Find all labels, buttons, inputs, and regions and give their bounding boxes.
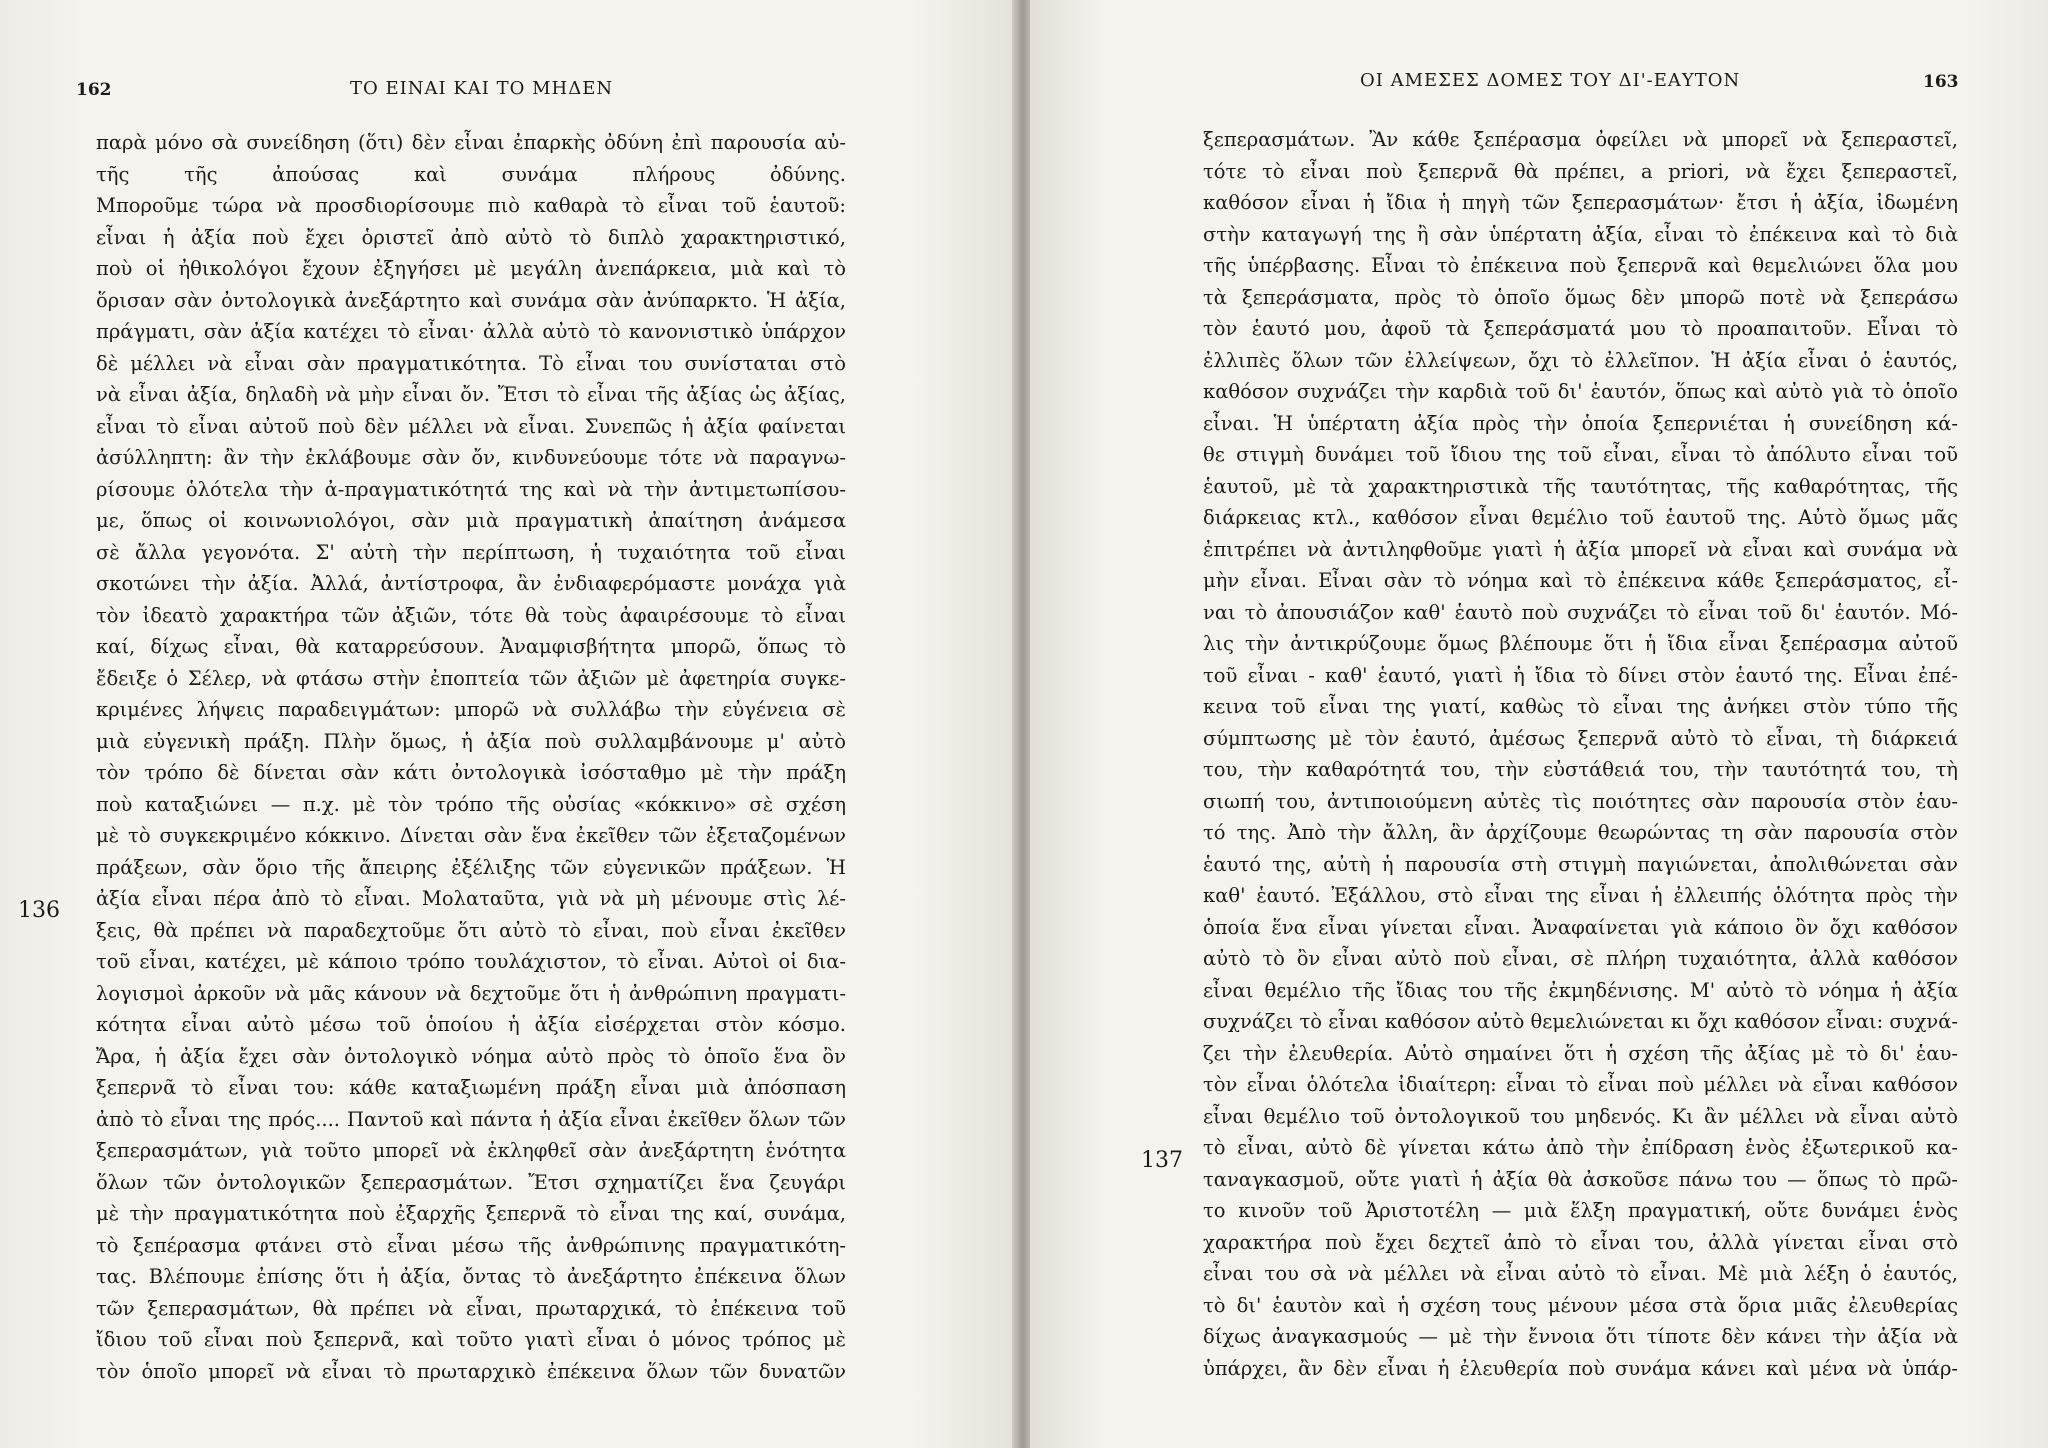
text-line: σὲ ἄλλα γεγονότα. Σ' αὐτὴ τὴν περίπτωση, ἡ τυχαιότητα τοῦ εἶναι: [96, 540, 846, 564]
margin-number: 136: [18, 898, 60, 923]
text-line: ποὺ καταξιώνει — π.χ. μὲ τὸν τρόπο τῆς οὐσίας «κόκκινο» σὲ σχέση: [96, 792, 846, 816]
text-line: μιὰ εὐγενικὴ πράξη. Πλὴν ὅμως, ἡ ἀξία ποὺ συλλαμβάνουμε μ' αὐτὸ: [96, 729, 846, 753]
text-line: καθόσον συχνάζει τὴν καρδιὰ τοῦ δι' ἑαυτόν, ὅπως καὶ αὐτὸ γιὰ τὸ ὁποῖο: [1203, 380, 1958, 403]
text-line: ὁποία ἕνα εἶναι γίνεται εἶναι. Ἀναφαίνεται γιὰ κάποιο ὂν ὄχι καθόσον: [1203, 915, 1958, 939]
text-line: ἑαυτοῦ, μὲ τὰ χαρακτηριστικὰ τῆς ταυτότητας, τῆς καθαρότητας, τῆς: [1203, 474, 1958, 498]
text-line: δὲ μέλλει νὰ εἶναι σὰν πραγματικότητα. Τὸ εἶναι του συνίσταται στὸ: [96, 351, 846, 375]
text-line: πράγματι, σὰν ἀξία κατέχει τὸ εἶναι· ἀλλὰ αὐτὸ τὸ κανονιστικὸ ὑπάρχον: [96, 320, 846, 343]
text-line: τὸ δι' ἑαυτὸν καὶ ἡ σχέση τους μένουν μέσα στὰ ὅρια μιᾶς ἐλευθερίας: [1203, 1293, 1958, 1317]
text-line: τὸν ὁποῖο μπορεῖ νὰ εἶναι τὸ πρωταρχικὸ ἐπέκεινα ὅλων τῶν δυνατῶν: [96, 1359, 846, 1383]
text-line: τὸν ἑαυτό μου, ἀφοῦ τὰ ξεπεράσματά μου τὸ προαπαιτοῦν. Εἶναι τὸ: [1203, 317, 1958, 340]
text-line: ὑπάρχει, ἂν δὲν εἶναι ἡ ἐλευθερία ποὺ συνάμα κάνει καὶ μένα νὰ ὑπάρ-: [1203, 1356, 1958, 1380]
margin-number: 137: [1141, 1148, 1183, 1173]
text-line: στὴν καταγωγή της ἢ σὰν ὑπέρτατη ἀξία, εἶναι τὸ ἐπέκεινα καὶ τὸ διὰ: [1203, 222, 1958, 246]
text-line: σιωπή του, ἀντιποιούμενη αὐτὲς τὶς ποιότητες σὰν παρουσία στὸν ἑαυ-: [1203, 789, 1958, 813]
text-line: τό της. Ἀπὸ τὴν ἄλλη, ἂν ἀρχίζουμε θεωρώντας τη σὰν παρουσία στὸν: [1203, 821, 1958, 844]
text-line: ζει τὴν ἐλευθερία. Αὐτὸ σημαίνει ὅτι ἡ σχέση τῆς ἀξίας μὲ τὸ δι' ἑαυ-: [1203, 1041, 1958, 1065]
text-line: τας. Βλέπουμε ἐπίσης ὅτι ἡ ἀξία, ὄντας τὸ ἀνεξάρτητο ἐπέκεινα ὅλων: [96, 1265, 846, 1288]
text-line: εἶναι θεμέλιο τῆς ἴδιας του τῆς ἐκμηδένισης. Μ' αὐτὸ τὸ νόημα ἡ ἀξία: [1203, 978, 1958, 1002]
text-line: κεινα τοῦ εἶναι της γιατί, καθὼς τὸ εἶναι της ἀνήκει στὸν τύπο τῆς: [1203, 695, 1958, 718]
text-line: τὸν τρόπο δὲ δίνεται σὰν κάτι ὀντολογικὰ ἰσόσταθμο μὲ τὴν πράξη: [96, 761, 846, 784]
text-line: ἔδειξε ὁ Σέλερ, νὰ φτάσω στὴν ἐποπτεία τῶν ἀξιῶν μὲ ἀφετηρία συγκε-: [96, 666, 846, 690]
text-line: ξεις, θὰ πρέπει νὰ παραδεχτοῦμε ὅτι αὐτὸ τὸ εἶναι, ποὺ εἶναι ἐκεῖθεν: [96, 918, 846, 942]
text-line: εἶναι του σὰ νὰ μέλλει νὰ εἶναι αὐτὸ τὸ εἶναι. Μὲ μιὰ λέξη ὁ ἑαυτός,: [1203, 1262, 1958, 1285]
text-line: τότε τὸ εἶναι ποὺ ξεπερνᾶ θὰ πρέπει, a priori, νὰ ἔχει ξεπεραστεῖ,: [1203, 159, 1958, 183]
text-line: δίχως ἀναγκασμούς — μὲ τὴν ἔννοια ὅτι τίποτε δὲν κάνει τὴν ἀξία νὰ: [1203, 1325, 1958, 1348]
text-line: τοῦ εἶναι, κατέχει, μὲ κάποιο τρόπο τουλάχιστον, τὸ εἶναι. Αὐτοὶ οἱ δια-: [96, 950, 846, 973]
text-line: του, τὴν καθαρότητά του, τὴν εὐστάθειά του, τὴν ταυτότητά του, τὴ: [1203, 758, 1958, 781]
text-line: τὸν εἶναι ὁλότελα ἰδιαίτερη: εἶναι τὸ εἶναι ποὺ μέλλει νὰ εἶναι καθόσον: [1203, 1073, 1958, 1096]
text-line: μὲ τὴν πραγματικότητα ποὺ ἐξαρχῆς ξεπερνᾶ τὸ εἶναι της καί, συνάμα,: [96, 1202, 846, 1225]
text-line: τὸν ἰδεατὸ χαρακτήρα τῶν ἀξιῶν, τότε θὰ τοὺς ἀφαιρέσουμε τὸ εἶναι: [96, 603, 846, 627]
text-line: θε στιγμὴ δυνάμει τοῦ ἴδιου της τοῦ εἶναι, εἶναι τὸ ἀπόλυτο εἶναι τοῦ: [1203, 443, 1958, 466]
text-line: σύμπτωσης μὲ τὸν ἑαυτό, ἀμέσως ξεπερνᾶ αὐτὸ τὸ εἶναι, τὴ διάρκειά: [1203, 726, 1958, 750]
text-line: μὴν εἶναι. Εἶναι σὰν τὸ νόημα καὶ τὸ ἐπέκεινα κάθε ξεπεράσματος, εἶ-: [1203, 569, 1958, 592]
text-line: τῆς ὑπέρβασης. Εἶναι τὸ ἐπέκεινα ποὺ ξεπερνᾶ καὶ θεμελιώνει ὅλα μου: [1203, 254, 1958, 277]
text-line: νὰ εἶναι ἀξία, δηλαδὴ νὰ μὴν εἶναι ὄν. Ἔτσι τὸ εἶναι τῆς ἀξίας ὡς ἀξίας,: [96, 383, 846, 406]
text-line: διάρκειας κτλ., καθόσον εἶναι θεμέλιο τοῦ ἑαυτοῦ της. Αὐτὸ ὅμως μᾶς: [1203, 506, 1958, 529]
text-line: συχνάζει τὸ εἶναι καθόσον αὐτὸ θεμελιώνεται κι ὄχι καθόσον εἶναι: συχνά-: [1203, 1010, 1958, 1033]
page-number: 162: [76, 80, 112, 100]
text-line: Μποροῦμε τώρα νὰ προσδιορίσουμε πιὸ καθαρὰ τὸ εἶναι τοῦ ἑαυτοῦ:: [96, 194, 846, 217]
text-line: τῆς τῆς ἀπούσας καὶ συνάμα πλήρους ὀδύνης.: [96, 162, 846, 186]
text-line: εἶναι θεμέλιο τοῦ ὀντολογικοῦ του μηδενός. Κι ἂν μέλλει νὰ εἶναι αὐτὸ: [1203, 1104, 1958, 1128]
text-line: χαρακτήρα ποὺ ἔχει δεχτεῖ ἀπὸ τὸ εἶναι του, ἀλλὰ γίνεται εἶναι στὸ: [1203, 1230, 1958, 1254]
body-text: [96, 127, 846, 1387]
text-line: ξεπερασμάτων, γιὰ τοῦτο μπορεῖ νὰ ἐκληφθεῖ σὰν ἀνεξάρτητη ἑνότητα: [96, 1139, 846, 1162]
text-line: εἶναι ἡ ἀξία ποὺ ἔχει ὁριστεῖ ἀπὸ αὐτὸ τὸ διπλὸ χαρακτηριστικό,: [96, 225, 846, 249]
text-line: με, ὅπως οἱ κοινωνιολόγοι, σὰν μιὰ πραγματικὴ ἀπαίτηση ἀνάμεσα: [96, 509, 846, 532]
left-page: [0, 0, 1018, 1448]
text-line: κότητα εἶναι αὐτὸ μέσω τοῦ ὁποίου ἡ ἀξία εἰσέρχεται στὸν κόσμο.: [96, 1013, 846, 1036]
text-line: πράξεων, σὰν ὅριο τῆς ἄπειρης ἐξέλιξης τῶν εὐγενικῶν πράξεων. Ἡ: [96, 855, 846, 879]
text-line: ἐπιτρέπει νὰ ἀντιληφθοῦμε γιατὶ ἡ ἀξία μπορεῖ νὰ εἶναι καὶ συνάμα νὰ: [1203, 537, 1958, 561]
right-page: [1030, 0, 2048, 1448]
running-title: ΤΟ ΕΙΝΑΙ ΚΑΙ ΤΟ ΜΗΔΕΝ: [350, 78, 614, 99]
text-line: τὰ ξεπεράσματα, πρὸς τὸ ὁποῖο ὅμως δὲν μπορῶ ποτὲ νὰ ξεπεράσω: [1203, 285, 1958, 309]
text-line: ξεπερασμάτων. Ἂν κάθε ξεπέρασμα ὀφείλει νὰ μπορεῖ νὰ ξεπεραστεῖ,: [1203, 128, 1958, 151]
text-line: αὐτὸ τὸ ὂν εἶναι αὐτὸ ποὺ εἶναι, σὲ πλήρη τυχαιότητα, ἀλλὰ καθόσον: [1203, 947, 1958, 970]
text-line: καθόσον εἶναι ἡ ἴδια ἡ πηγὴ τῶν ξεπερασμάτων· ἔτσι ἡ ἀξία, ἰδωμένη: [1203, 191, 1958, 214]
text-line: ὅρισαν σὰν ὀντολογικὰ ἀνεξάρτητο καὶ συνάμα σὰν ἀνύπαρκτο. Ἡ ἀξία,: [96, 288, 846, 312]
text-line: μὲ τὸ συγκεκριμένο κόκκινο. Δίνεται σὰν ἕνα ἐκεῖθεν τῶν ἐξεταζομένων: [96, 824, 846, 847]
text-line: εἶναι. Ἡ ὑπέρτατη ἀξία πρὸς τὴν ὁποία ξεπερνιέται ἡ συνείδηση κά-: [1203, 411, 1958, 435]
text-line: ξεπερνᾶ τὸ εἶναι του: κάθε καταξιωμένη πράξη εἶναι μιὰ ἀπόσπαση: [96, 1076, 846, 1099]
text-line: ὅλων τῶν ὀντολογικῶν ξεπερασμάτων. Ἔτσι σχηματίζει ἕνα ζευγάρι: [96, 1170, 846, 1194]
text-line: το κινοῦν τοῦ Ἀριστοτέλη — μιὰ ἕλξη πραγματική, οὔτε δυνάμει ἑνὸς: [1203, 1199, 1958, 1222]
text-line: ναι τὸ ἀπουσιάζον καθ' ἑαυτὸ ποὺ συχνάζει τὸ εἶναι τοῦ δι' ἑαυτόν. Μό-: [1203, 600, 1958, 624]
text-line: τὸ εἶναι, αὐτὸ δὲ γίνεται κάτω ἀπὸ τὴν ἐπίδραση ἑνὸς ἐξωτερικοῦ κα-: [1203, 1136, 1958, 1159]
text-line: ἑαυτό της, αὐτὴ ἡ παρουσία στὴ στιγμὴ παγιώνεται, ἀπολιθώνεται σὰν: [1203, 852, 1958, 876]
text-line: Ἄρα, ἡ ἀξία ἔχει σὰν ὀντολογικὸ νόημα αὐτὸ πρὸς τὸ ὁποῖο ἕνα ὂν: [96, 1044, 846, 1068]
text-line: τοῦ εἶναι - καθ' ἑαυτό, γιατὶ ἡ ἴδια τὸ δίνει στὸν ἑαυτό της. Εἶναι ἐπέ-: [1203, 663, 1958, 687]
text-line: εἶναι τὸ εἶναι αὐτοῦ ποὺ δὲν μέλλει νὰ εἶναι. Συνεπῶς ἡ ἀξία φαίνεται: [96, 414, 846, 438]
text-line: λις τὴν ἀντικρύζουμε ὅμως βλέπουμε ὅτι ἡ ἴδια εἶναι ξεπέρασμα αὐτοῦ: [1203, 632, 1958, 655]
text-line: ποὺ οἱ ἠθικολόγοι ἔχουν ἐξηγήσει μὲ μεγάλη ἀνεπάρκεια, μιὰ καὶ τὸ: [96, 257, 846, 280]
text-line: ρίσουμε ὁλότελα τὴν ἀ-πραγματικότητά της καὶ νὰ τὴν ἀντιμετωπίσου-: [96, 477, 846, 501]
text-line: ἀξία εἶναι πέρα ἀπὸ τὸ εἶναι. Μολαταῦτα, γιὰ νὰ μὴ μένουμε στὶς λέ-: [96, 887, 846, 910]
text-line: τὸ ξεπέρασμα φτάνει στὸ εἶναι μέσω τῆς ἀνθρώπινης πραγματικότη-: [96, 1233, 846, 1257]
text-line: τῶν ξεπερασμάτων, θὰ πρέπει νὰ εἶναι, πρωταρχικά, τὸ ἐπέκεινα τοῦ: [96, 1296, 846, 1320]
page-number: 163: [1923, 72, 1959, 92]
running-title: ΟΙ ΑΜΕΣΕΣ ΔΟΜΕΣ ΤΟΥ ΔΙ'-ΕΑΥΤΟΝ: [1360, 70, 1741, 91]
text-line: ταναγκασμοῦ, οὔτε γιατὶ ἡ ἀξία θὰ ἀσκοῦσε πάνω του — ὅπως τὸ πρῶ-: [1203, 1167, 1958, 1191]
text-line: κριμένες λήψεις παραδειγμάτων: μπορῶ νὰ συλλάβω τὴν εὐγένεια σὲ: [96, 698, 846, 721]
text-line: σκοτώνει τὴν ἀξία. Ἀλλά, ἀντίστροφα, ἂν ἐνδιαφερόμαστε μονάχα γιὰ: [96, 572, 846, 595]
text-line: καθ' ἑαυτό. Ἐξάλλου, στὸ εἶναι της εἶναι ἡ ἐλλειπής ὁλότητα πρὸς τὴν: [1203, 884, 1958, 907]
text-line: ἐλλιπὲς ὅλων τῶν ἐλλείψεων, ὄχι τὸ ἐλλεῖπον. Ἡ ἀξία εἶναι ὁ ἑαυτός,: [1203, 348, 1958, 372]
body-text: [1203, 124, 1958, 1384]
text-line: ἴδιου τοῦ εἶναι ποὺ ξεπερνᾶ, καὶ τοῦτο γιατὶ εἶναι ὁ μόνος τρόπος μὲ: [96, 1328, 846, 1351]
text-line: ἀσύλληπτη: ἂν τὴν ἐκλάβουμε σὰν ὄν, κινδυνεύουμε τότε νὰ παραγνω-: [96, 446, 846, 469]
text-line: καί, δίχως εἶναι, θὰ καταρρεύσουν. Ἀναμφισβήτητα μπορῶ, ὅπως τὸ: [96, 635, 846, 658]
text-line: ἀπὸ τὸ εἶναι της πρός.... Παντοῦ καὶ πάντα ἡ ἀξία εἶναι ἐκεῖθεν ὅλων τῶν: [96, 1107, 846, 1131]
text-line: παρὰ μόνο σὰ συνείδηση (ὅτι) δὲν εἶναι ἐπαρκὴς ὀδύνη ἐπὶ παρουσία αὐ-: [96, 131, 846, 154]
text-line: λογισμοὶ ἀρκοῦν νὰ μᾶς κάνουν νὰ δεχτοῦμε ὅτι ἡ ἀνθρώπινη πραγματι-: [96, 981, 846, 1005]
